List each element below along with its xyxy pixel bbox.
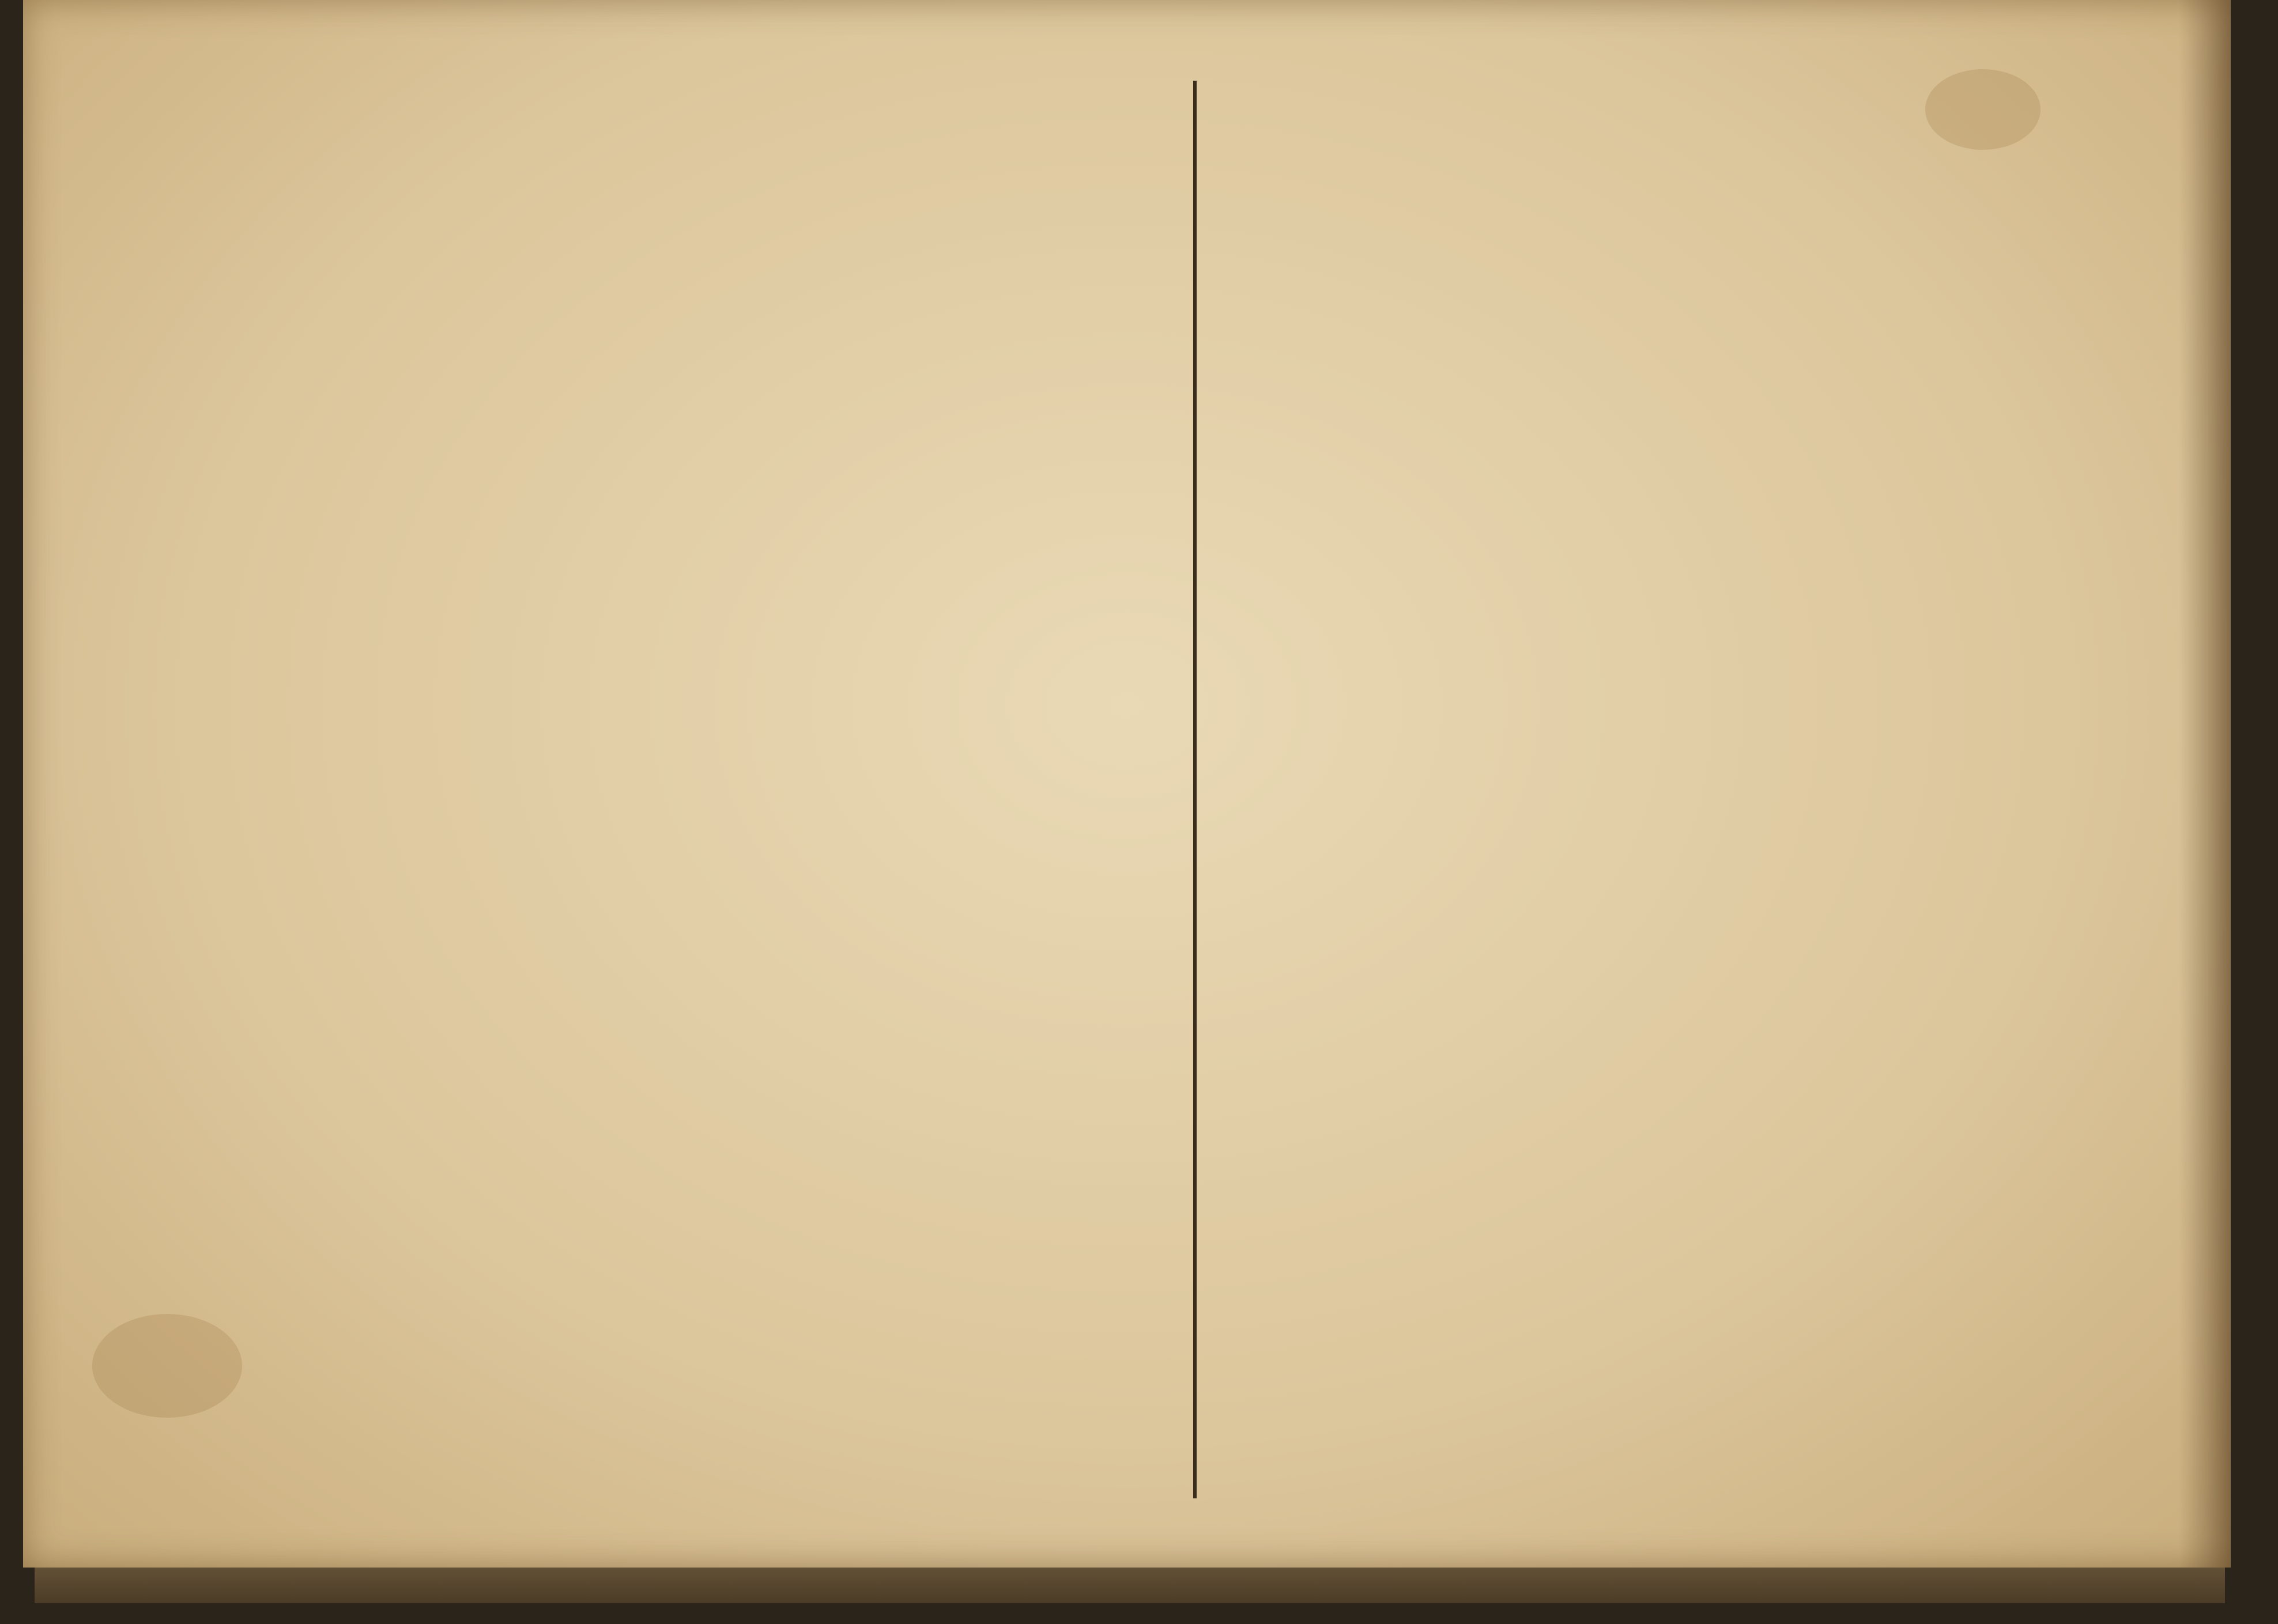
text-line: [500, 81, 518, 1498]
text-line: [1411, 81, 1430, 1498]
text-line: [1835, 81, 1854, 1498]
text-line: [1857, 81, 1876, 1498]
text-line: [329, 81, 347, 1498]
text-line: [1014, 81, 1032, 1498]
text-line: [1057, 81, 1074, 1498]
text-line: [971, 81, 989, 1498]
text-line: [222, 81, 240, 1498]
rotated-text-block: [115, 46, 2121, 1533]
text-line: [1522, 81, 1541, 1498]
text-line: [1902, 81, 1921, 1498]
text-line: [714, 81, 732, 1498]
text-line: [1434, 81, 1453, 1498]
text-line: [1344, 81, 1363, 1498]
text-line: [522, 81, 540, 1498]
text-line: [779, 81, 797, 1498]
text-line: [1968, 81, 1987, 1498]
text-line: [843, 81, 861, 1498]
newspaper-page: [23, 0, 2231, 1568]
text-line: [1255, 81, 1274, 1498]
text-line: [1455, 81, 1474, 1498]
text-line: [1078, 81, 1096, 1498]
text-line: [1701, 81, 1720, 1498]
text-line: [608, 81, 625, 1498]
text-line: [1233, 81, 1252, 1498]
text-line: [1035, 81, 1053, 1498]
text-line: [1389, 81, 1408, 1498]
column-divider: [1193, 81, 1197, 1498]
text-line: [1812, 81, 1831, 1498]
text-line: [2102, 81, 2121, 1498]
text-line: [1590, 81, 1609, 1498]
text-line: [115, 81, 133, 1498]
text-line: [1545, 81, 1564, 1498]
text-line: [885, 81, 903, 1498]
text-line: [1947, 81, 1966, 1498]
text-line: [757, 81, 775, 1498]
text-line: [672, 81, 689, 1498]
text-line: [1322, 81, 1341, 1498]
text-line: [201, 81, 218, 1498]
text-line: [479, 81, 497, 1498]
text-line: [2080, 81, 2099, 1498]
text-line: [1612, 81, 1631, 1498]
text-line: [436, 81, 454, 1498]
text-line: [2035, 81, 2054, 1498]
text-line: [1768, 81, 1787, 1498]
text-line: [800, 81, 818, 1498]
text-line: [650, 81, 668, 1498]
right-column: [1210, 81, 2121, 1498]
text-line: [1634, 81, 1653, 1498]
text-line: [286, 81, 304, 1498]
text-line: [158, 81, 176, 1498]
text-line: [458, 81, 476, 1498]
text-line: [372, 81, 390, 1498]
text-line: [244, 81, 262, 1498]
text-line: [1142, 81, 1160, 1498]
text-line: [993, 81, 1010, 1498]
text-line: [1367, 81, 1386, 1498]
text-line: [2013, 81, 2032, 1498]
text-line: [179, 81, 197, 1498]
left-column: [115, 81, 1182, 1498]
text-line: [1679, 81, 1698, 1498]
text-line: [393, 81, 411, 1498]
text-line: [265, 81, 283, 1498]
text-line: [1164, 81, 1182, 1498]
text-line: [864, 81, 882, 1498]
text-line: [1745, 81, 1764, 1498]
text-line: [543, 81, 561, 1498]
text-line: [929, 81, 946, 1498]
text-line: [1210, 81, 1229, 1498]
text-line: [586, 81, 604, 1498]
text-line: [1924, 81, 1943, 1498]
text-line: [693, 81, 711, 1498]
text-line: [907, 81, 925, 1498]
text-line: [1567, 81, 1586, 1498]
text-line: [1657, 81, 1676, 1498]
text-line: [564, 81, 582, 1498]
text-line: [1277, 81, 1296, 1498]
text-line: [1300, 81, 1319, 1498]
book-gutter: [2179, 0, 2231, 1568]
text-line: [1790, 81, 1809, 1498]
text-line: [1500, 81, 1519, 1498]
text-line: [950, 81, 968, 1498]
text-line: [1991, 81, 2010, 1498]
text-line: [137, 81, 154, 1498]
text-line: [1723, 81, 1743, 1498]
text-line: [1478, 81, 1497, 1498]
text-line: [1121, 81, 1139, 1498]
text-line: [629, 81, 647, 1498]
text-line: [308, 81, 326, 1498]
text-line: [350, 81, 368, 1498]
text-line: [2058, 81, 2077, 1498]
text-line: [415, 81, 433, 1498]
text-line: [821, 81, 839, 1498]
text-line: [736, 81, 753, 1498]
text-line: [1100, 81, 1118, 1498]
text-line: [1879, 81, 1898, 1498]
